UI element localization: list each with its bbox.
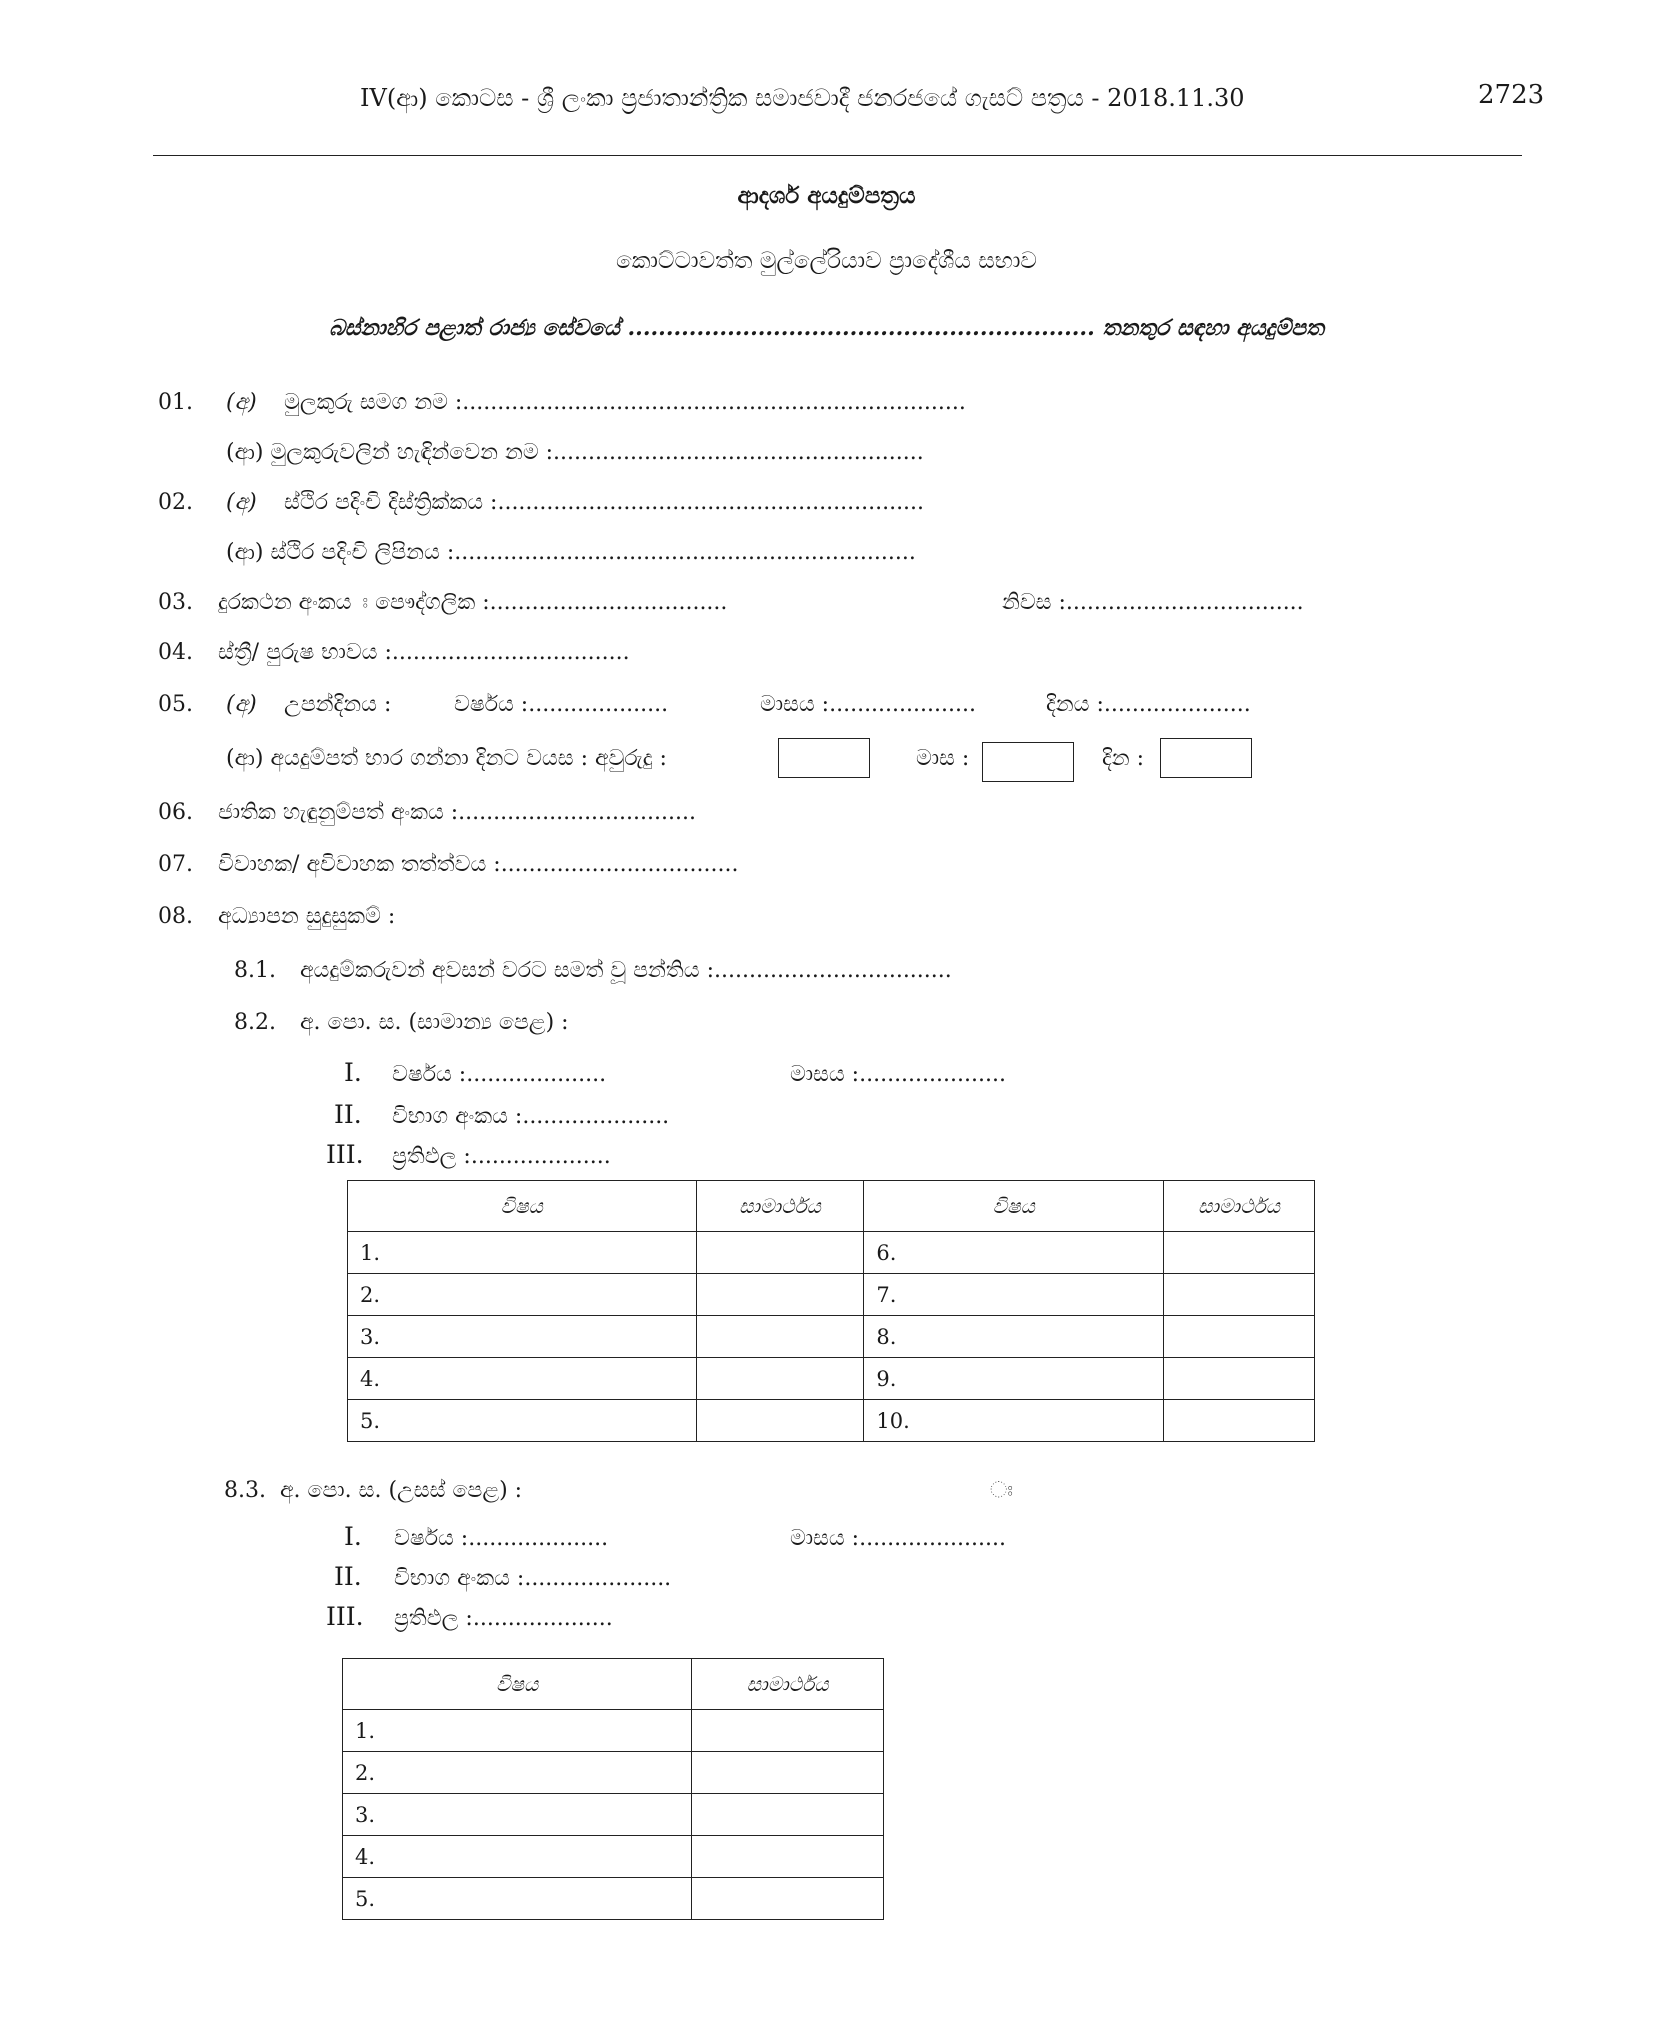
item-number-8-3: 8.3. bbox=[224, 1478, 266, 1503]
item-number-03: 03. bbox=[158, 590, 193, 615]
al-heading: අ. පො. ස. (උසස් පෙළ) : bbox=[280, 1478, 523, 1503]
ol-month-field[interactable]: මාසය :..................... bbox=[790, 1062, 1006, 1087]
ol-grade-cell[interactable] bbox=[696, 1400, 864, 1442]
age-months-box[interactable] bbox=[982, 742, 1074, 782]
gazette-header-line: IV(ආ) කොටස - ශ්‍රී ලංකා ප්‍රජාතාන්ත්‍රික සමාජවාදී ජනරජයේ ගැසට් පත්‍රය - 2018.11.30 bbox=[360, 84, 1245, 112]
ol-subject-cell[interactable]: 4. bbox=[348, 1358, 697, 1400]
position-line: බස්නාහිර පළාත් රාජ්‍ය සේවයේ ............................................................. තනතුර සඳහා අයදුම්පත bbox=[329, 315, 1324, 341]
al-grade-cell[interactable] bbox=[692, 1836, 884, 1878]
ol-subject-cell[interactable]: 7. bbox=[864, 1274, 1164, 1316]
gender-field[interactable]: ස්ත්‍රී/ පුරුෂ භාවය :.................................. bbox=[218, 640, 630, 665]
name-with-initials-field[interactable]: (ආ) මුලකුරුවලින් හැඳින්වෙන නම :..................................................... bbox=[226, 440, 924, 465]
ol-heading: අ. පො. ස. (සාමාන්‍ය පෙළ) : bbox=[300, 1010, 569, 1035]
ol-subject-cell[interactable]: 9. bbox=[864, 1358, 1164, 1400]
table-row bbox=[348, 1358, 1315, 1400]
ol-subject-header-right: විෂය bbox=[864, 1181, 1164, 1232]
item-number-01: 01. bbox=[158, 390, 193, 415]
age-days-label: දින : bbox=[1102, 746, 1145, 771]
nic-number-field[interactable]: ජාතික හැඳුනුම්පත් අංකය :.................................. bbox=[218, 800, 696, 825]
ol-grade-header-left: සාමාර්ථය bbox=[696, 1181, 864, 1232]
al-month-field[interactable]: මාසය :..................... bbox=[790, 1526, 1006, 1551]
dob-label: උපන්දිනය : bbox=[284, 692, 392, 717]
permanent-address-field[interactable]: (ආ) ස්ථිර පදිංචි ලිපිනය :.................................................................. bbox=[226, 540, 916, 565]
last-grade-passed-field[interactable]: අයදුම්කරුවන් අවසන් වරට සමත් වූ පන්තිය :.................................. bbox=[300, 958, 952, 983]
header-rule bbox=[153, 155, 1522, 156]
al-stray-colon: ඃ bbox=[990, 1478, 1013, 1503]
age-on-closing-date-label: (ආ) අයදුම්පත් භාර ගන්නා දිනට වයස : අවුරුදු : bbox=[226, 746, 667, 771]
ol-subject-cell[interactable]: 1. bbox=[348, 1232, 697, 1274]
age-days-box[interactable] bbox=[1160, 738, 1252, 778]
item-01a-mark: (අ) bbox=[226, 390, 257, 415]
dob-month-field[interactable]: මාසය :..................... bbox=[760, 692, 976, 717]
item-number-8-2: 8.2. bbox=[234, 1010, 276, 1035]
ol-roman-2: II. bbox=[334, 1100, 362, 1129]
al-subject-cell[interactable]: 5. bbox=[343, 1878, 692, 1920]
item-number-02: 02. bbox=[158, 490, 193, 515]
ol-grade-cell[interactable] bbox=[1164, 1232, 1315, 1274]
al-roman-1: I. bbox=[344, 1522, 362, 1551]
full-name-field[interactable]: මුලකුරු සමග නම :........................................................................ bbox=[284, 390, 966, 415]
ol-grade-header-right: සාමාර්ථය bbox=[1164, 1181, 1315, 1232]
item-number-05: 05. bbox=[158, 692, 193, 717]
ol-subject-cell[interactable]: 8. bbox=[864, 1316, 1164, 1358]
age-years-box[interactable] bbox=[778, 738, 870, 778]
ol-subject-cell[interactable]: 2. bbox=[348, 1274, 697, 1316]
table-row bbox=[343, 1752, 884, 1794]
table-row bbox=[343, 1710, 884, 1752]
ol-results-table bbox=[347, 1180, 1315, 1442]
item-number-04: 04. bbox=[158, 640, 193, 665]
table-row bbox=[348, 1400, 1315, 1442]
item-05a-mark: (අ) bbox=[226, 692, 257, 717]
ol-roman-1: I. bbox=[344, 1058, 362, 1087]
item-number-8-1: 8.1. bbox=[234, 958, 276, 983]
al-roman-3: III. bbox=[326, 1602, 364, 1631]
ol-grade-cell[interactable] bbox=[696, 1274, 864, 1316]
ol-subject-cell[interactable]: 6. bbox=[864, 1232, 1164, 1274]
al-subject-cell[interactable]: 3. bbox=[343, 1794, 692, 1836]
ol-index-field[interactable]: විභාග අංකය :..................... bbox=[392, 1104, 670, 1129]
al-subject-cell[interactable]: 1. bbox=[343, 1710, 692, 1752]
marital-status-field[interactable]: විවාහක/ අවිවාහක තත්ත්වය :.................................. bbox=[218, 852, 739, 877]
table-row bbox=[343, 1836, 884, 1878]
dob-day-field[interactable]: දිනය :..................... bbox=[1046, 692, 1251, 717]
ol-grade-cell[interactable] bbox=[1164, 1400, 1315, 1442]
dob-year-field[interactable]: වර්ෂය :.................... bbox=[454, 692, 669, 717]
al-roman-2: II. bbox=[334, 1562, 362, 1591]
council-name: කොට්ටාවත්ත මුල්ලේරියාව ප්‍රාදේශීය සභාව bbox=[616, 248, 1037, 274]
al-index-field[interactable]: විභාග අංකය :..................... bbox=[394, 1566, 672, 1591]
ol-result-field[interactable]: ප්‍රතිඵල :.................... bbox=[392, 1144, 611, 1169]
al-subject-header: විෂය bbox=[343, 1659, 692, 1710]
al-subject-cell[interactable]: 4. bbox=[343, 1836, 692, 1878]
al-grade-cell[interactable] bbox=[692, 1752, 884, 1794]
education-heading: අධ්‍යාපන සුදුසුකම් : bbox=[218, 904, 396, 929]
item-number-07: 07. bbox=[158, 852, 193, 877]
al-grade-cell[interactable] bbox=[692, 1710, 884, 1752]
page-number: 2723 bbox=[1478, 80, 1545, 110]
item-number-08: 08. bbox=[158, 904, 193, 929]
al-results-table bbox=[342, 1658, 884, 1920]
age-months-label: මාස : bbox=[916, 746, 970, 771]
ol-grade-cell[interactable] bbox=[696, 1316, 864, 1358]
ol-subject-header-left: විෂය bbox=[348, 1181, 697, 1232]
ol-subject-cell[interactable]: 5. bbox=[348, 1400, 697, 1442]
ol-subject-cell[interactable]: 10. bbox=[864, 1400, 1164, 1442]
item-02a-mark: (අ) bbox=[226, 490, 257, 515]
personal-phone-field[interactable]: දුරකථන අංකය ඃ පෞද්ගලික :.................................. bbox=[218, 590, 728, 615]
al-grade-header: සාමාර්ථය bbox=[692, 1659, 884, 1710]
ol-roman-3: III. bbox=[326, 1140, 364, 1169]
al-grade-cell[interactable] bbox=[692, 1794, 884, 1836]
ol-grade-cell[interactable] bbox=[1164, 1274, 1315, 1316]
table-row bbox=[348, 1316, 1315, 1358]
ol-year-field[interactable]: වර්ෂය :.................... bbox=[392, 1062, 607, 1087]
item-number-06: 06. bbox=[158, 800, 193, 825]
ol-grade-cell[interactable] bbox=[696, 1358, 864, 1400]
ol-grade-cell[interactable] bbox=[696, 1232, 864, 1274]
al-year-field[interactable]: වර්ෂය :.................... bbox=[394, 1526, 609, 1551]
table-row bbox=[348, 1232, 1315, 1274]
al-result-field[interactable]: ප්‍රතිඵල :.................... bbox=[394, 1606, 613, 1631]
al-grade-cell[interactable] bbox=[692, 1878, 884, 1920]
ol-grade-cell[interactable] bbox=[1164, 1358, 1315, 1400]
table-row bbox=[348, 1274, 1315, 1316]
table-row bbox=[343, 1878, 884, 1920]
ol-grade-cell[interactable] bbox=[1164, 1316, 1315, 1358]
table-row bbox=[343, 1794, 884, 1836]
al-subject-cell[interactable]: 2. bbox=[343, 1752, 692, 1794]
ol-subject-cell[interactable]: 3. bbox=[348, 1316, 697, 1358]
permanent-district-field[interactable]: ස්ථිර පදිංචි දිස්ත්‍රික්කය :............................................................. bbox=[284, 490, 925, 515]
form-title: ආදර්ශ අයදුම්පත්‍රය bbox=[737, 182, 916, 209]
home-phone-field[interactable]: නිවස :.................................. bbox=[1002, 590, 1304, 615]
